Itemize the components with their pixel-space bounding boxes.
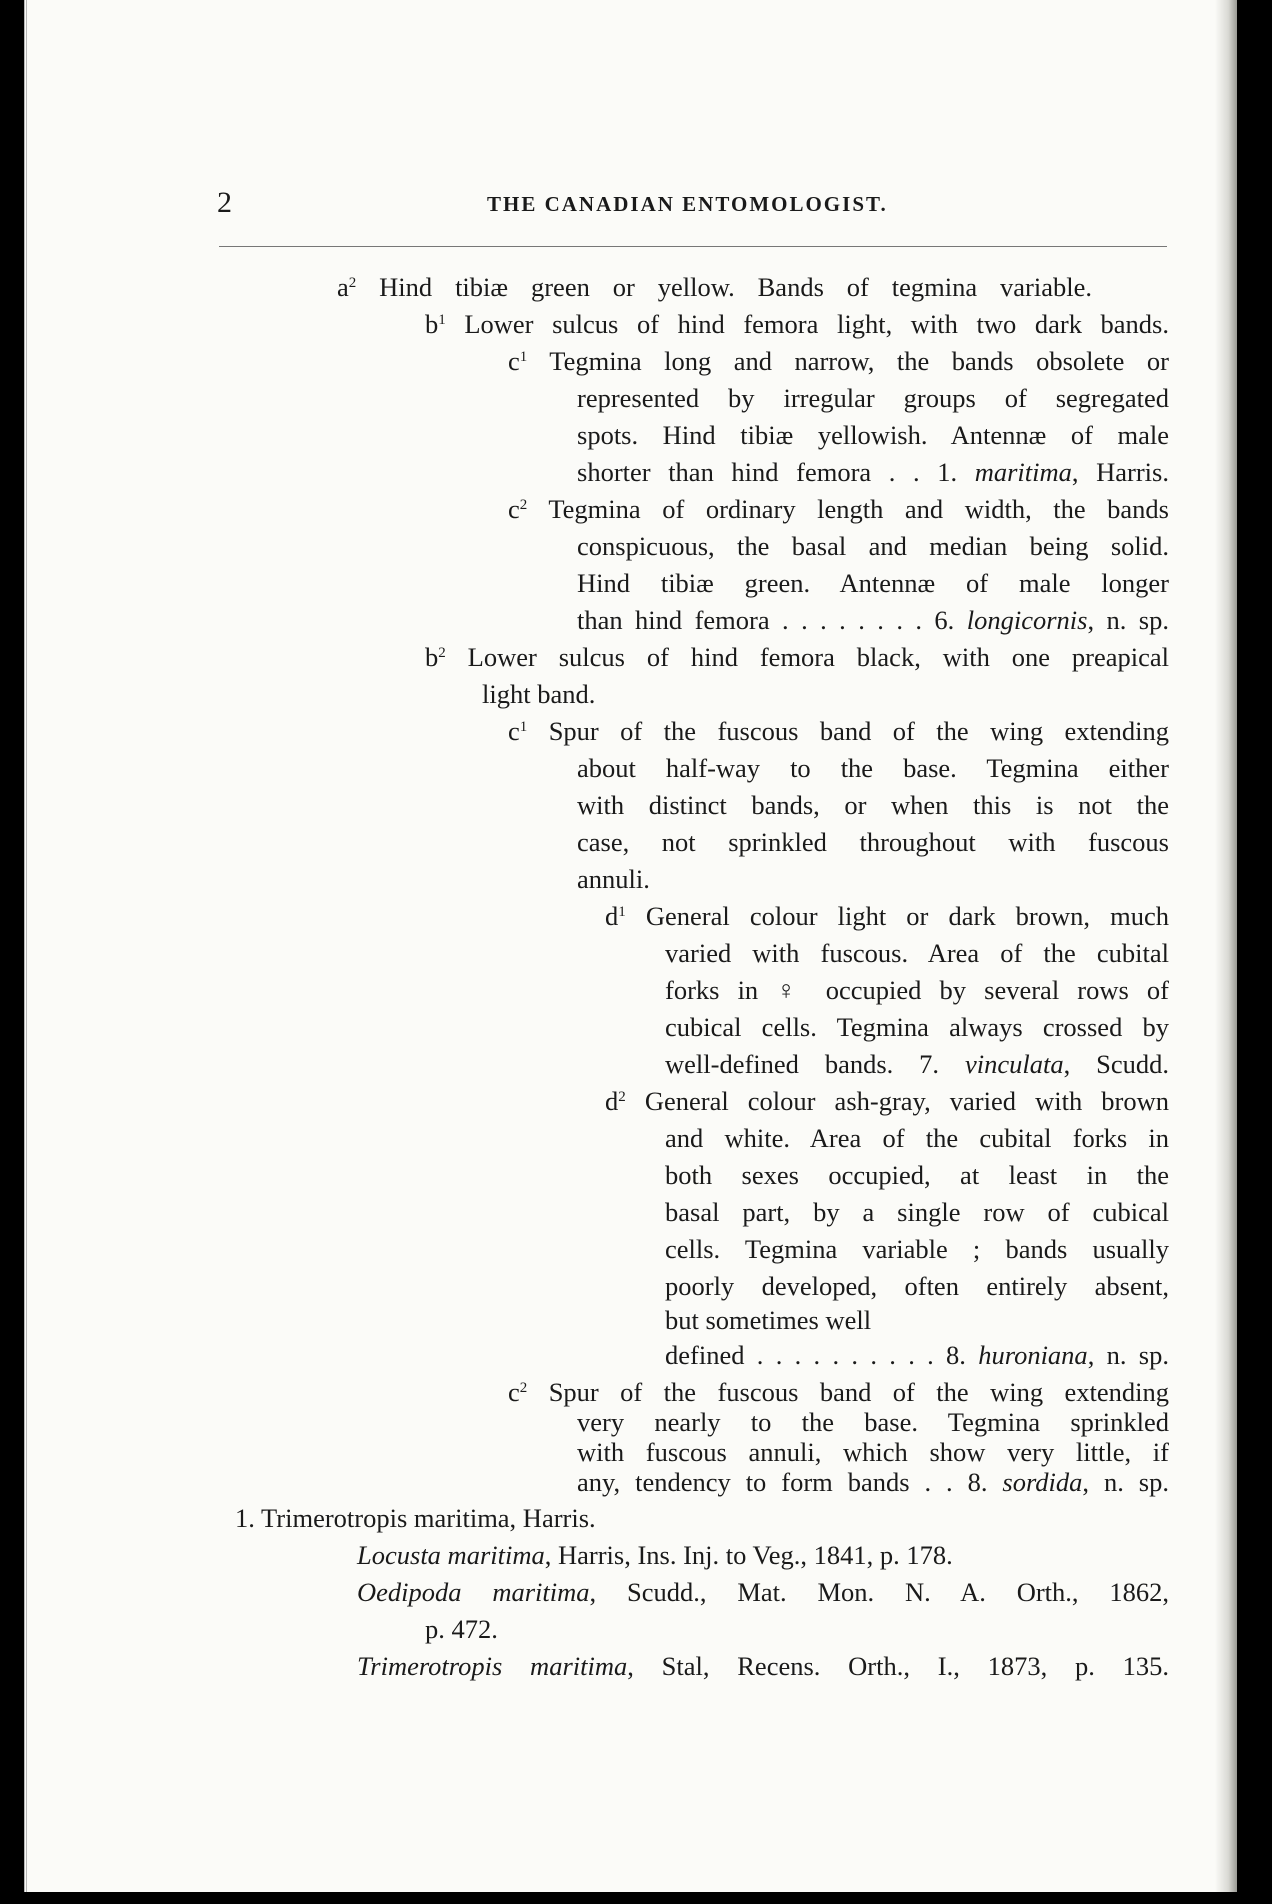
synonym-name: Trimerotropis maritima — [357, 1651, 628, 1681]
key-line: $c^2$ Spur of the fuscous band of the wing extending — [508, 1377, 1169, 1407]
key-line: $a^2$ Hind tibiæ green or yellow. Bands of tegmina variable. — [337, 272, 1092, 302]
author-citation: , Scudd. — [1063, 1049, 1169, 1079]
synonymy-reference — [357, 1577, 1169, 1607]
key-line: $c^1$ Tegmina long and narrow, the bands obsolete or — [508, 346, 1169, 376]
key-line: well-defined bands. 7. vinculata, Scudd. — [665, 1049, 1169, 1079]
running-title: THE CANADIAN ENTOMOLOGIST. — [487, 192, 888, 216]
key-line: shorter than hind femora . . 1. maritima, Harris. — [577, 457, 1169, 487]
synonym-name: Oedipoda maritima — [357, 1577, 590, 1607]
key-line: Hind tibiæ green. Antennæ of male longer — [577, 568, 1169, 598]
key-line: cubical cells. Tegmina always crossed by — [665, 1012, 1169, 1042]
author-citation: , n. sp. — [1087, 605, 1169, 635]
key-line: than hind femora . . . . . . . . 6. longicornis, n. sp. — [577, 605, 1169, 635]
citation: , Stal, Recens. Orth., I., 1873, p. 135. — [627, 1651, 1169, 1681]
synonym-name: Locusta maritima — [357, 1540, 545, 1570]
key-line: $b^1$ Lower sulcus of hind femora light, with two dark bands. — [425, 309, 1169, 339]
author-citation: , n. sp. — [1082, 1467, 1169, 1497]
key-line: light band. — [482, 679, 596, 709]
key-line: with distinct bands, or when this is not the — [577, 790, 1169, 820]
key-line: any, tendency to form bands . . 8. sordida, n. sp. — [577, 1467, 1169, 1497]
key-line: about half-way to the base. Tegmina either — [577, 753, 1169, 783]
running-header — [27, 186, 1237, 224]
key-line: represented by irregular groups of segregated — [577, 383, 1169, 413]
key-line: case, not sprinkled throughout with fuscous — [577, 827, 1169, 857]
page-content — [27, 0, 1237, 1892]
citation: , Scudd., Mat. Mon. N. A. Orth., 1862, — [589, 1577, 1170, 1607]
citation: , Harris, Ins. Inj. to Veg., 1841, p. 178. — [544, 1540, 953, 1570]
species-name: sordida — [1002, 1467, 1083, 1497]
key-line: both sexes occupied, at least in the — [665, 1160, 1169, 1190]
header-rule — [219, 246, 1167, 247]
species-heading: 1. Trimerotropis maritima, Harris. — [235, 1503, 596, 1533]
key-line: basal part, by a single row of cubical — [665, 1197, 1169, 1227]
author-citation: , Harris. — [1071, 457, 1169, 487]
key-line: spots. Hind tibiæ yellowish. Antennæ of male — [577, 420, 1169, 450]
synonymy-reference — [425, 1614, 498, 1644]
key-line: defined . . . . . . . . . . 8. huroniana, n. sp. — [665, 1340, 1169, 1370]
page-number: 2 — [217, 186, 232, 219]
key-line: $d^2$ General colour ash-gray, varied with brown — [605, 1086, 1169, 1116]
key-line: $c^2$ Tegmina of ordinary length and width, the bands — [508, 494, 1169, 524]
species-name: vinculata — [964, 1049, 1064, 1079]
citation: p. 472. — [425, 1614, 498, 1644]
species-name: longicornis — [966, 605, 1088, 635]
key-line: but sometimes well — [665, 1305, 872, 1335]
synonymy-reference — [357, 1540, 953, 1570]
key-line: and white. Area of the cubital forks in — [665, 1123, 1169, 1153]
key-line: with fuscous annuli, which show very little, if — [577, 1437, 1169, 1467]
key-line: very nearly to the base. Tegmina sprinkled — [577, 1407, 1169, 1437]
synonymy-reference — [357, 1651, 1169, 1681]
key-line: cells. Tegmina variable ; bands usually — [665, 1234, 1169, 1264]
key-line: varied with fuscous. Area of the cubital — [665, 938, 1169, 968]
key-line: conspicuous, the basal and median being solid. — [577, 531, 1169, 561]
key-line: $c^1$ Spur of the fuscous band of the wing extending — [508, 716, 1169, 746]
key-line: forks in ♀ occupied by several rows of — [665, 975, 1169, 1005]
species-name: maritima — [974, 457, 1072, 487]
page — [24, 0, 1237, 1892]
key-line: $d^1$ General colour light or dark brown, much — [605, 901, 1169, 931]
key-line: annuli. — [577, 864, 650, 894]
key-line: $b^2$ Lower sulcus of hind femora black, with one preapical — [425, 642, 1169, 672]
species-name: huroniana — [978, 1340, 1088, 1370]
key-line: poorly developed, often entirely absent, — [665, 1271, 1169, 1301]
author-citation: , n. sp. — [1087, 1340, 1169, 1370]
